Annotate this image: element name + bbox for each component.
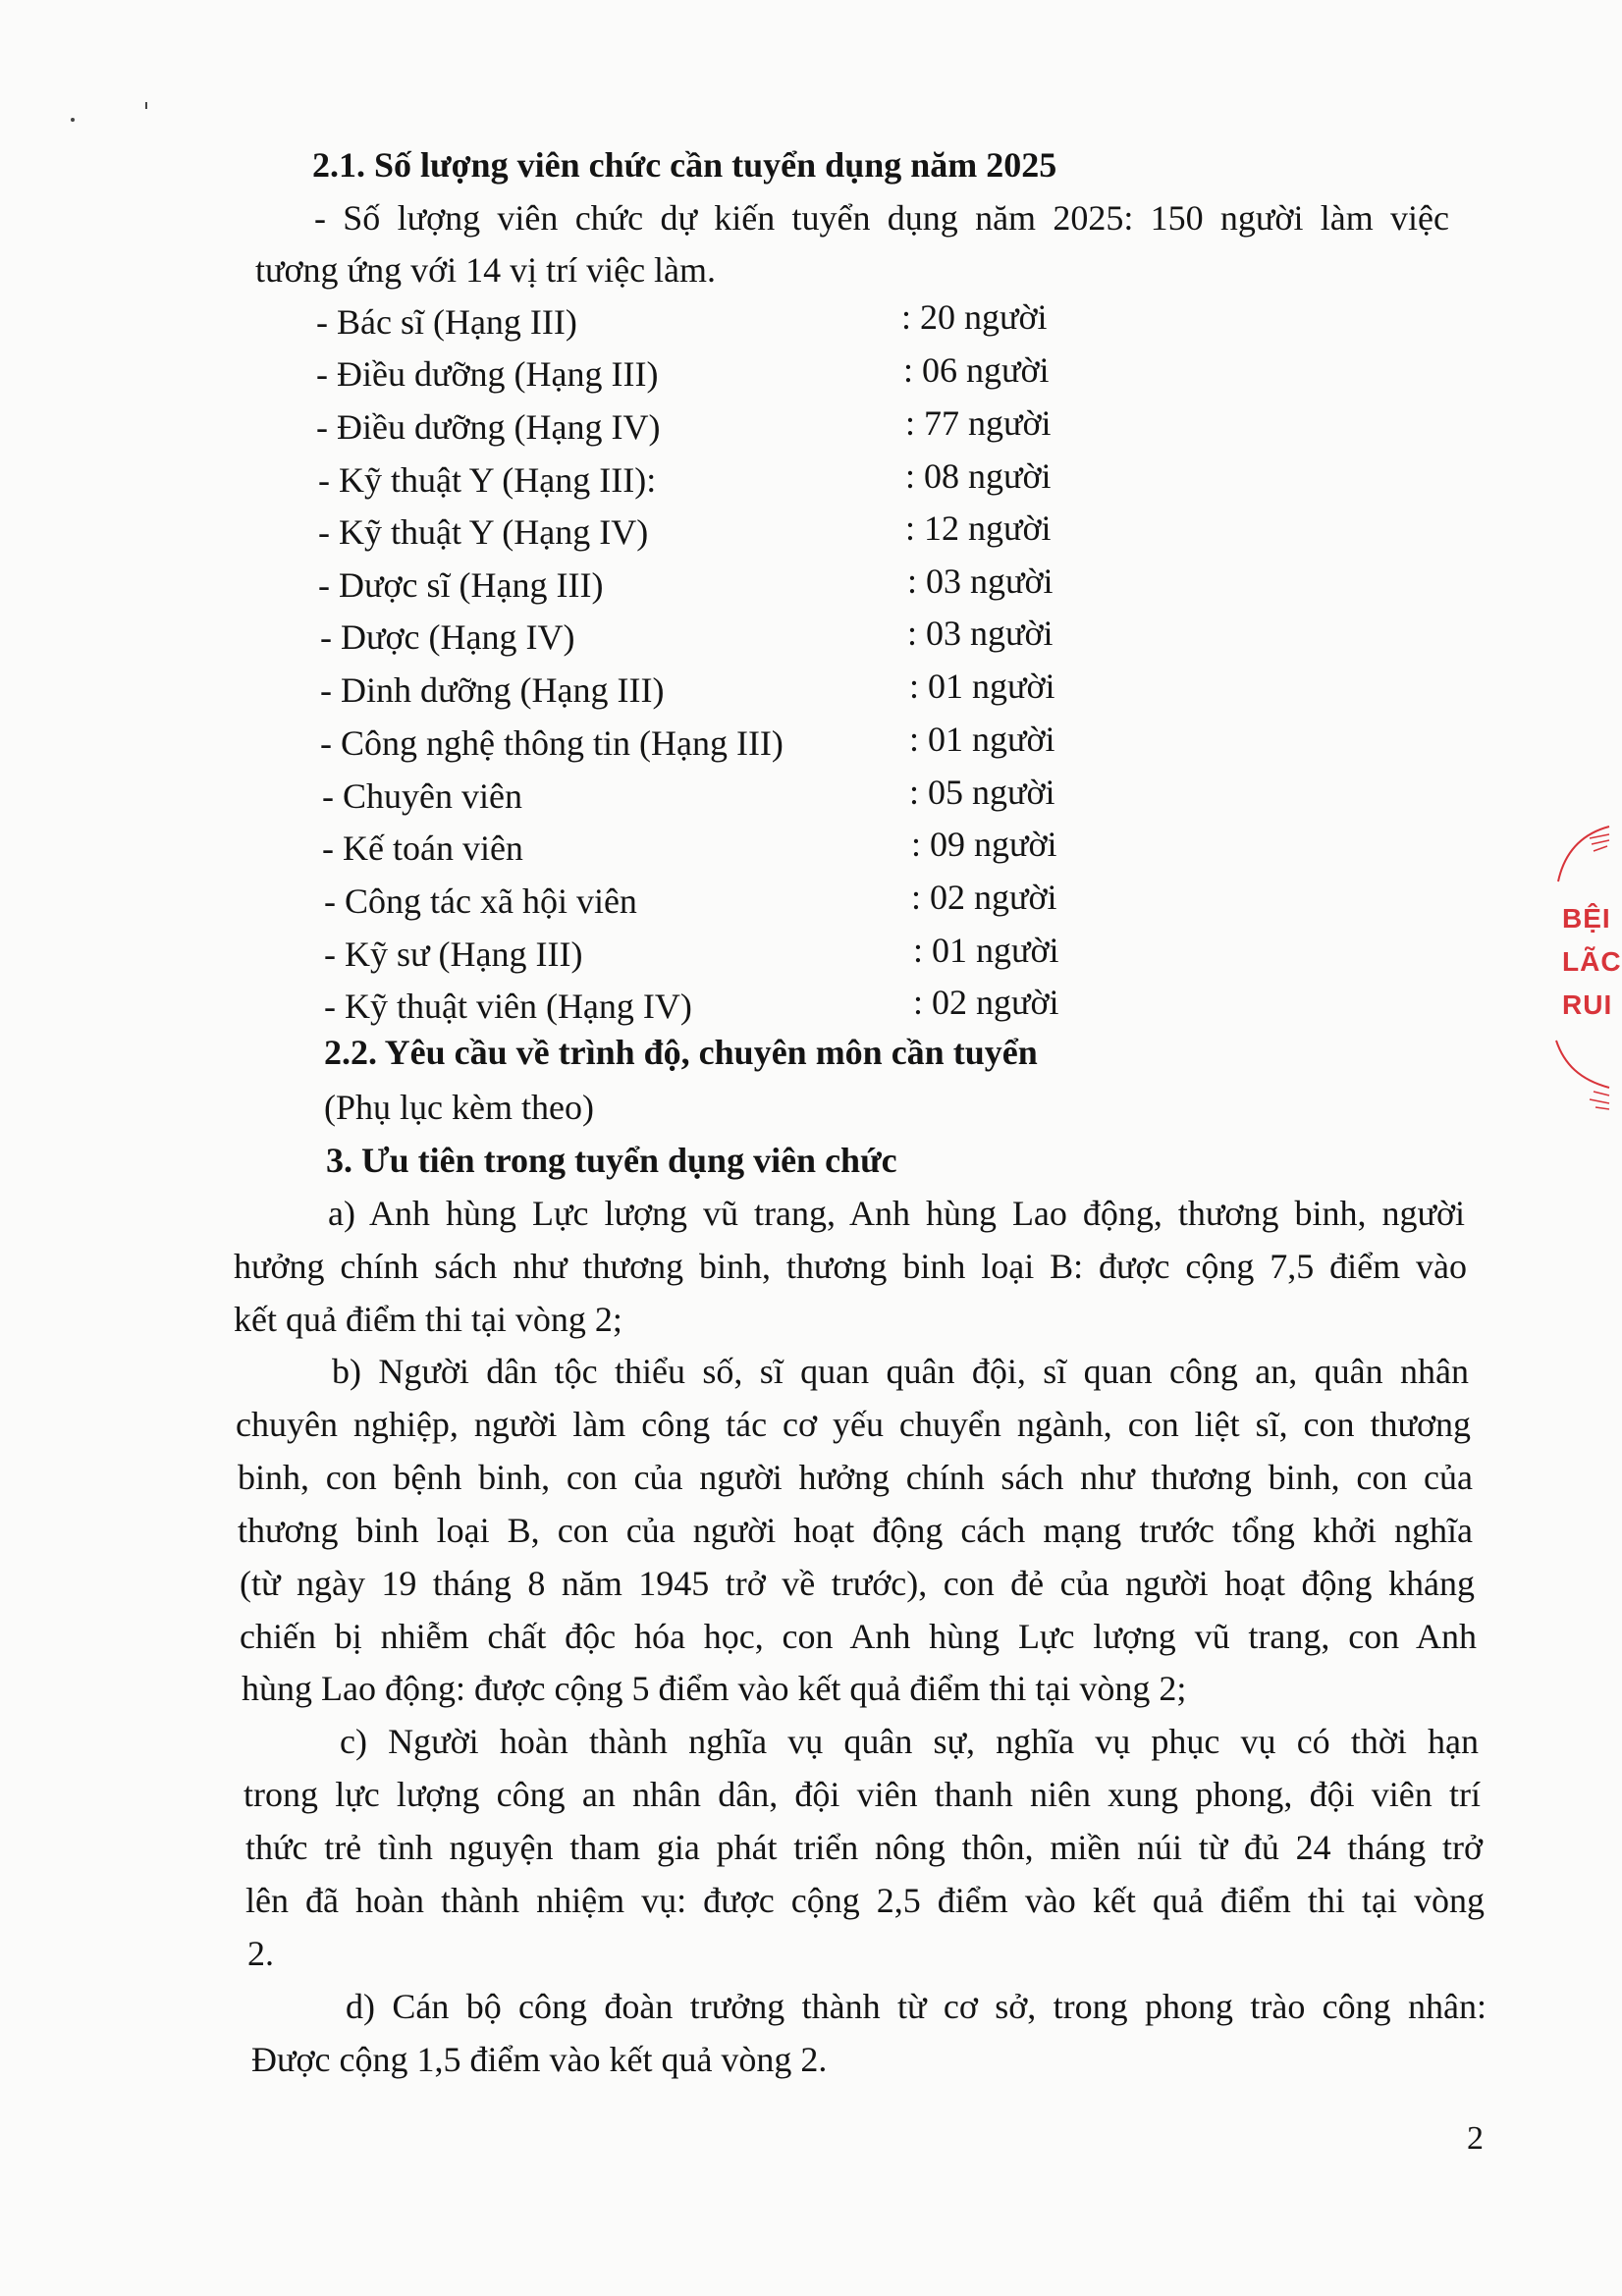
position-label: - Kỹ thuật Y (Hạng IV) [318,512,649,552]
position-label: - Dược sĩ (Hạng III) [318,565,604,605]
position-count: : 01 người [913,931,1059,970]
position-count: : 02 người [913,983,1059,1022]
section-2-1-heading: 2.1. Số lượng viên chức cần tuyển dụng năm 2025 [312,145,1057,185]
position-label: - Dược (Hạng IV) [320,617,575,657]
position-count: : 06 người [903,350,1050,390]
paragraph-line: 2. [247,1934,274,1973]
paragraph-line: kết quả điểm thi tại vòng 2; [234,1300,622,1339]
stamp-text: LÃC [1562,946,1622,977]
position-count: : 77 người [905,403,1052,443]
section-2-1-intro-line-2: tương ứng với 14 vị trí việc làm. [255,250,717,290]
section-2-1-intro-line-1: - Số lượng viên chức dự kiến tuyển dụng năm 2025: 150 người làm việc [314,198,1449,238]
paragraph-line: a) Anh hùng Lực lượng vũ trang, Anh hùng Lao động, thương binh, người [328,1194,1465,1233]
position-label: - Kỹ thuật viên (Hạng IV) [324,987,692,1026]
paragraph-line: chuyên nghiệp, người làm công tác cơ yếu chuyển ngành, con liệt sĩ, con thương [236,1405,1471,1444]
paragraph-line: chiến bị nhiễm chất độc hóa học, con Anh hùng Lực lượng vũ trang, con Anh [240,1617,1477,1656]
stamp-text: BỆI [1562,903,1611,934]
paragraph-line: thức trẻ tình nguyện tham gia phát triển nông thôn, miền núi từ đủ 24 tháng trở [245,1828,1483,1867]
paragraph-line: hùng Lao động: được cộng 5 điểm vào kết quả điểm thi tại vòng 2; [242,1669,1187,1708]
position-label: - Dinh dưỡng (Hạng III) [320,670,665,710]
position-label: - Kế toán viên [322,828,523,868]
position-label: - Điều dưỡng (Hạng III) [316,354,659,394]
position-count: : 20 người [901,297,1048,337]
position-count: : 01 người [909,720,1055,759]
position-label: - Công nghệ thông tin (Hạng III) [320,723,784,763]
section-2-2-heading: 2.2. Yêu cầu về trình độ, chuyên môn cần tuyển [324,1033,1038,1072]
red-stamp [1550,825,1622,1119]
paragraph-line: (từ ngày 19 tháng 8 năm 1945 trở về trước), con đẻ của người hoạt động kháng [240,1564,1475,1603]
paragraph-line: hưởng chính sách như thương binh, thương binh loại B: được cộng 7,5 điểm vào [234,1247,1467,1286]
position-label: - Bác sĩ (Hạng III) [316,302,577,342]
position-label: - Kỹ sư (Hạng III) [324,934,583,974]
position-label: - Điều dưỡng (Hạng IV) [316,407,661,447]
position-count: : 01 người [909,667,1055,706]
paragraph-line: lên đã hoàn thành nhiệm vụ: được cộng 2,5 điểm vào kết quả điểm thi tại vòng [245,1881,1485,1920]
page-number: 2 [1467,2120,1484,2157]
position-count: : 03 người [907,614,1054,653]
paragraph-line: thương binh loại B, con của người hoạt động cách mạng trước tổng khởi nghĩa [238,1511,1473,1550]
position-label: - Chuyên viên [322,776,522,816]
paragraph-line: b) Người dân tộc thiểu số, sĩ quan quân đội, sĩ quan công an, quân nhân [332,1352,1469,1391]
scan-speck [145,102,147,109]
position-count: : 12 người [905,508,1052,548]
position-count: : 02 người [911,878,1057,917]
position-label: - Kỹ thuật Y (Hạng III): [318,460,657,500]
section-2-2-note: (Phụ lục kèm theo) [324,1088,594,1127]
section-3-heading: 3. Ưu tiên trong tuyển dụng viên chức [326,1141,897,1180]
paragraph-line: d) Cán bộ công đoàn trưởng thành từ cơ sở, trong phong trào công nhân: [346,1987,1487,2026]
position-count: : 05 người [909,773,1055,812]
paragraph-line: binh, con bệnh binh, con của người hưởng chính sách như thương binh, con của [238,1458,1473,1497]
position-label: - Công tác xã hội viên [324,881,637,921]
position-count: : 09 người [911,825,1057,864]
paragraph-line: Được cộng 1,5 điểm vào kết quả vòng 2. [251,2040,828,2079]
paragraph-line: c) Người hoàn thành nghĩa vụ quân sự, nghĩa vụ phục vụ có thời hạn [340,1722,1479,1761]
paragraph-line: trong lực lượng công an nhân dân, đội viên thanh niên xung phong, đội viên trí [243,1775,1481,1814]
position-count: : 03 người [907,561,1054,601]
scan-speck [71,118,75,122]
position-count: : 08 người [905,456,1052,496]
stamp-text: RUI [1562,989,1613,1020]
